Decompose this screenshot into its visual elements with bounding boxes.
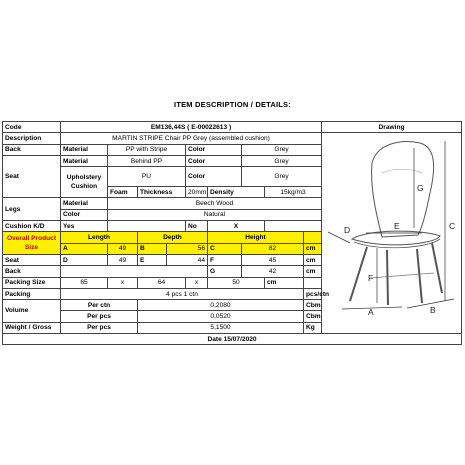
seat-color-label: Color bbox=[186, 155, 242, 166]
code-value: EM136,44S ( E-00022613 ) bbox=[61, 122, 322, 133]
description-row bbox=[3, 133, 462, 144]
chair-leg bbox=[350, 247, 367, 301]
dim-d-value: 49 bbox=[108, 254, 138, 265]
dim-c-value: 82 bbox=[242, 243, 304, 254]
chair-backrest bbox=[372, 142, 434, 237]
cushion-no: No bbox=[186, 221, 208, 232]
drawing-letter-e: E bbox=[394, 221, 400, 232]
height-label: Height bbox=[208, 232, 304, 243]
drawing-cell bbox=[322, 133, 462, 334]
dim-a-value: 49 bbox=[108, 243, 138, 254]
density-value: 15kg/m3 bbox=[265, 187, 322, 198]
date-row bbox=[3, 334, 462, 345]
item-spec-table bbox=[2, 121, 462, 345]
volume-per-ctn: 0,2080 bbox=[138, 300, 304, 311]
seat-label: Seat bbox=[3, 155, 61, 198]
cushion-yes: Yes bbox=[61, 221, 108, 232]
seat-size-unit: cm bbox=[304, 254, 322, 265]
cushion-mark: X bbox=[208, 221, 265, 232]
legs-material-label: Material bbox=[61, 198, 108, 209]
document-title: ITEM DESCRIPTION / DETAILS: bbox=[174, 100, 291, 109]
seat-material-label: Material bbox=[61, 155, 108, 166]
seat-color2: Grey bbox=[242, 167, 322, 187]
legs-material: Beech Wood bbox=[108, 198, 322, 209]
upholstery-label: Upholstery Cushion bbox=[61, 167, 108, 198]
packing-size-x2: x bbox=[186, 277, 208, 288]
dim-e: E bbox=[138, 254, 167, 265]
legs-color: Natural bbox=[108, 209, 322, 220]
weight-value: 5,1500 bbox=[138, 322, 304, 333]
seat-size-label: Seat bbox=[3, 254, 61, 265]
drawing-letter-f: F bbox=[368, 273, 374, 284]
back-color: Grey bbox=[242, 144, 322, 155]
description-value: MARTIN STRIPE Chair PP Grey (assembled cushion) bbox=[61, 133, 322, 144]
dim-b-value: 56 bbox=[167, 243, 208, 254]
chair-leg bbox=[417, 249, 422, 303]
weight-unit: Kg bbox=[304, 322, 322, 333]
drawing-letter-b: B bbox=[430, 305, 436, 316]
packing-label: Packing bbox=[3, 288, 61, 299]
thickness-value: 20mm bbox=[186, 187, 208, 198]
packing-size-v2: 64 bbox=[138, 277, 186, 288]
packing-unit: pcs/ctn bbox=[304, 288, 322, 299]
length-label: Length bbox=[61, 232, 138, 243]
legs-label: Legs bbox=[3, 198, 61, 221]
dim-g: G bbox=[208, 266, 242, 277]
seat-material: Behind PP bbox=[108, 155, 186, 166]
back-size-unit: cm bbox=[304, 266, 322, 277]
weight-label: Weight / Gross bbox=[3, 322, 61, 333]
packing-size-label: Packing Size bbox=[3, 277, 61, 288]
code-row bbox=[3, 122, 462, 133]
packing-size-unit: cm bbox=[265, 277, 304, 288]
foam-label: Foam bbox=[108, 187, 138, 198]
dim-a: A bbox=[61, 243, 108, 254]
dim-d: D bbox=[61, 254, 108, 265]
volume-label: Volume bbox=[3, 300, 61, 323]
dim-f: F bbox=[208, 254, 242, 265]
packing-value: 4 pcs 1 ctn bbox=[61, 288, 304, 299]
volume-per-pcs-unit: Cbm bbox=[304, 311, 322, 322]
dim-e-value: 44 bbox=[167, 254, 208, 265]
back-label: Back bbox=[3, 144, 61, 155]
volume-per-pcs-label: Per pcs bbox=[61, 311, 138, 322]
dim-f-value: 45 bbox=[242, 254, 304, 265]
dim-b: B bbox=[138, 243, 167, 254]
drawing-letter-g: G bbox=[417, 183, 424, 194]
overall-size-label: Overall Product Size bbox=[3, 232, 61, 255]
weight-per-pcs-label: Per pcs bbox=[61, 322, 138, 333]
depth-label: Depth bbox=[138, 232, 208, 243]
back-material: PP with Stripe bbox=[108, 144, 186, 155]
legs-color-label: Color bbox=[61, 209, 108, 220]
seat-color: Grey bbox=[242, 155, 322, 166]
back-size-label: Back bbox=[3, 266, 61, 277]
back-material-label: Material bbox=[61, 144, 108, 155]
code-label: Code bbox=[3, 122, 61, 133]
drawing-letter-c: C bbox=[449, 221, 456, 232]
description-label: Description bbox=[3, 133, 61, 144]
density-label: Density bbox=[208, 187, 265, 198]
back-color-label: Color bbox=[186, 144, 242, 155]
date: Date 15/07/2020 bbox=[3, 334, 462, 345]
chair-leg bbox=[387, 250, 388, 305]
seat-color2-label: Color bbox=[186, 167, 242, 187]
dim-g-value: 42 bbox=[242, 266, 304, 277]
packing-size-x1: x bbox=[108, 277, 138, 288]
cushion-kd-label: Cushion K/D bbox=[3, 221, 61, 232]
drawing-letter-d: D bbox=[344, 225, 351, 236]
volume-per-pcs: 0,0520 bbox=[138, 311, 304, 322]
chair-drawing bbox=[322, 133, 462, 318]
seat-pu: PU bbox=[108, 167, 186, 187]
drawing-letter-a: A bbox=[368, 307, 374, 318]
dim-c: C bbox=[208, 243, 242, 254]
packing-size-v1: 65 bbox=[61, 277, 108, 288]
thickness-label: Thickness bbox=[138, 187, 186, 198]
chair-leg bbox=[432, 243, 442, 293]
volume-per-ctn-unit: Cbm bbox=[304, 300, 322, 311]
overall-unit: cm bbox=[304, 243, 322, 254]
packing-size-v3: 50 bbox=[208, 277, 265, 288]
volume-per-ctn-label: Per ctn bbox=[61, 300, 138, 311]
drawing-label: Drawing bbox=[322, 122, 462, 133]
